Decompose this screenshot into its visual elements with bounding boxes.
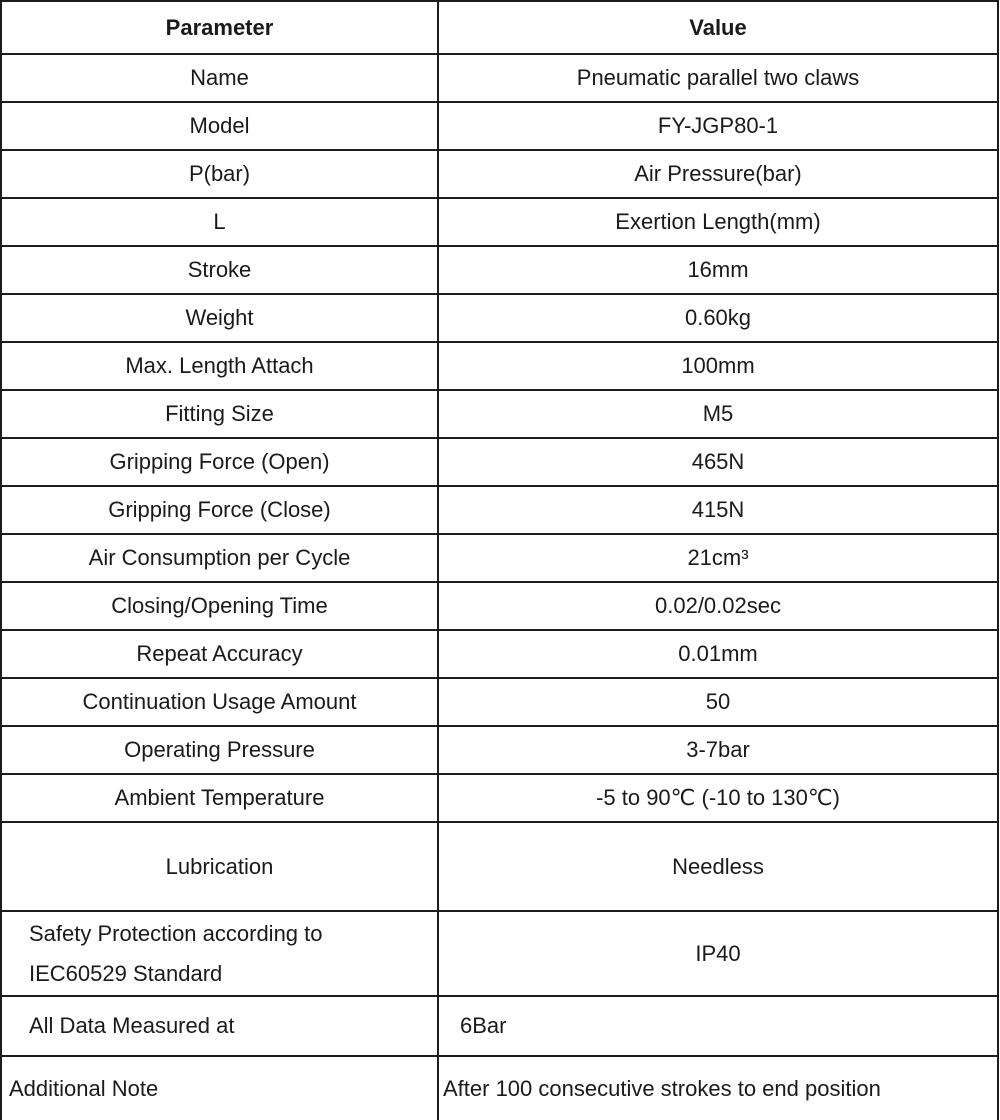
value-cell: Air Pressure(bar) <box>438 150 998 198</box>
value-cell: 21cm³ <box>438 534 998 582</box>
table-row <box>1 246 998 294</box>
value-cell: After 100 consecutive strokes to end position <box>438 1056 998 1120</box>
table-row <box>1 774 998 822</box>
param-cell: Gripping Force (Open) <box>1 438 438 486</box>
table-row <box>1 534 998 582</box>
table-row <box>1 102 998 150</box>
param-cell: Max. Length Attach <box>1 342 438 390</box>
table-row <box>1 438 998 486</box>
param-cell: Additional Note <box>1 1056 438 1120</box>
value-cell: 0.01mm <box>438 630 998 678</box>
value-cell: IP40 <box>438 911 998 996</box>
value-cell: 3-7bar <box>438 726 998 774</box>
value-cell: 415N <box>438 486 998 534</box>
table-row <box>1 150 998 198</box>
value-cell: 0.60kg <box>438 294 998 342</box>
column-header-parameter: Parameter <box>1 1 438 54</box>
value-cell: 0.02/0.02sec <box>438 582 998 630</box>
param-cell: Fitting Size <box>1 390 438 438</box>
value-cell: FY-JGP80-1 <box>438 102 998 150</box>
param-cell: Operating Pressure <box>1 726 438 774</box>
value-cell: Exertion Length(mm) <box>438 198 998 246</box>
param-cell: Stroke <box>1 246 438 294</box>
value-cell: 50 <box>438 678 998 726</box>
param-cell: Model <box>1 102 438 150</box>
table-row <box>1 198 998 246</box>
value-cell: 6Bar <box>438 996 998 1056</box>
value-cell: 100mm <box>438 342 998 390</box>
table-row <box>1 54 998 102</box>
table-row <box>1 630 998 678</box>
table-row <box>1 486 998 534</box>
table-header-row <box>1 1 998 54</box>
table-row <box>1 678 998 726</box>
value-cell: -5 to 90℃ (-10 to 130℃) <box>438 774 998 822</box>
param-cell: Weight <box>1 294 438 342</box>
table-row <box>1 1056 998 1120</box>
table-row <box>1 726 998 774</box>
table-row <box>1 822 998 911</box>
table-row <box>1 294 998 342</box>
param-cell: Name <box>1 54 438 102</box>
param-cell: Air Consumption per Cycle <box>1 534 438 582</box>
table-row <box>1 342 998 390</box>
value-cell: Needless <box>438 822 998 911</box>
value-cell: 465N <box>438 438 998 486</box>
table-row <box>1 582 998 630</box>
value-cell: 16mm <box>438 246 998 294</box>
param-cell: Lubrication <box>1 822 438 911</box>
param-cell: Continuation Usage Amount <box>1 678 438 726</box>
table-row <box>1 996 998 1056</box>
param-cell: Ambient Temperature <box>1 774 438 822</box>
value-cell: M5 <box>438 390 998 438</box>
param-cell: All Data Measured at <box>1 996 438 1056</box>
param-cell: Closing/Opening Time <box>1 582 438 630</box>
param-cell: Repeat Accuracy <box>1 630 438 678</box>
column-header-value: Value <box>438 1 998 54</box>
value-cell: Pneumatic parallel two claws <box>438 54 998 102</box>
table-row <box>1 911 998 996</box>
param-cell: P(bar) <box>1 150 438 198</box>
table-row <box>1 390 998 438</box>
param-cell: Safety Protection according to IEC60529 Standard <box>1 911 438 996</box>
param-cell: L <box>1 198 438 246</box>
param-cell: Gripping Force (Close) <box>1 486 438 534</box>
